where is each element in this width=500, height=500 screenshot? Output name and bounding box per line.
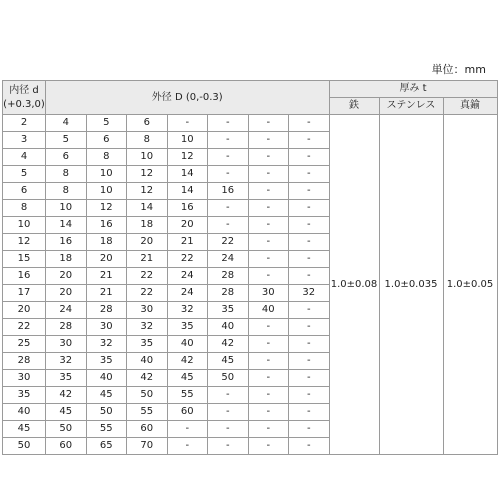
outer-diameter-cell: 21 xyxy=(86,285,127,302)
outer-diameter-cell: 20 xyxy=(46,285,87,302)
outer-diameter-cell: 6 xyxy=(127,115,168,132)
outer-diameter-cell: 35 xyxy=(127,336,168,353)
outer-diameter-cell: - xyxy=(208,132,249,149)
outer-diameter-cell: 50 xyxy=(127,387,168,404)
inner-diameter-cell: 12 xyxy=(3,234,46,251)
outer-diameter-cell: 70 xyxy=(127,438,168,455)
inner-diameter-cell: 17 xyxy=(3,285,46,302)
outer-diameter-cell: - xyxy=(208,115,249,132)
unit-label: 単位：mm xyxy=(431,63,486,76)
stainless-thickness-cell: 1.0±0.035 xyxy=(379,115,443,455)
outer-diameter-cell: - xyxy=(208,200,249,217)
outer-diameter-cell: 12 xyxy=(86,200,127,217)
outer-diameter-cell: 5 xyxy=(86,115,127,132)
outer-diameter-cell: 10 xyxy=(46,200,87,217)
outer-diameter-cell: 8 xyxy=(127,132,168,149)
outer-diameter-cell: 24 xyxy=(167,268,208,285)
outer-diameter-cell: 22 xyxy=(208,234,249,251)
outer-diameter-cell: - xyxy=(289,370,330,387)
outer-diameter-cell: 65 xyxy=(86,438,127,455)
outer-diameter-cell: 50 xyxy=(46,421,87,438)
outer-diameter-cell: 55 xyxy=(167,387,208,404)
outer-diameter-cell: - xyxy=(208,217,249,234)
outer-diameter-cell: - xyxy=(289,268,330,285)
outer-diameter-cell: - xyxy=(167,115,208,132)
outer-diameter-cell: - xyxy=(248,166,289,183)
outer-diameter-cell: - xyxy=(289,183,330,200)
outer-diameter-cell: 60 xyxy=(46,438,87,455)
outer-diameter-cell: 35 xyxy=(167,319,208,336)
outer-diameter-cell: 45 xyxy=(46,404,87,421)
inner-diameter-tolerance: (+0.3,0) xyxy=(3,98,45,110)
outer-diameter-cell: 60 xyxy=(127,421,168,438)
outer-diameter-cell: 10 xyxy=(86,183,127,200)
outer-diameter-cell: - xyxy=(248,370,289,387)
outer-diameter-cell: 18 xyxy=(86,234,127,251)
stainless-header: ステンレス xyxy=(379,98,443,115)
outer-diameter-cell: 24 xyxy=(167,285,208,302)
outer-diameter-cell: - xyxy=(289,336,330,353)
outer-diameter-cell: 32 xyxy=(127,319,168,336)
outer-diameter-cell: 42 xyxy=(167,353,208,370)
outer-diameter-cell: 8 xyxy=(46,166,87,183)
outer-diameter-cell: - xyxy=(289,132,330,149)
outer-diameter-cell: 30 xyxy=(86,319,127,336)
outer-diameter-cell: 60 xyxy=(167,404,208,421)
outer-diameter-cell: - xyxy=(208,421,249,438)
outer-diameter-cell: - xyxy=(208,404,249,421)
outer-diameter-cell: 42 xyxy=(127,370,168,387)
table-row xyxy=(3,115,498,132)
outer-diameter-cell: 6 xyxy=(46,149,87,166)
outer-diameter-cell: 28 xyxy=(46,319,87,336)
outer-diameter-cell: - xyxy=(248,234,289,251)
inner-diameter-cell: 5 xyxy=(3,166,46,183)
outer-diameter-cell: 14 xyxy=(167,166,208,183)
outer-diameter-cell: 45 xyxy=(208,353,249,370)
outer-diameter-cell: 28 xyxy=(208,268,249,285)
outer-diameter-cell: 40 xyxy=(208,319,249,336)
outer-diameter-cell: 32 xyxy=(167,302,208,319)
outer-diameter-cell: - xyxy=(248,149,289,166)
outer-diameter-cell: - xyxy=(289,234,330,251)
outer-diameter-cell: 12 xyxy=(127,183,168,200)
outer-diameter-cell: - xyxy=(208,438,249,455)
brass-header: 真鍮 xyxy=(443,98,497,115)
outer-diameter-cell: 55 xyxy=(127,404,168,421)
outer-diameter-cell: 10 xyxy=(86,166,127,183)
outer-diameter-cell: 40 xyxy=(248,302,289,319)
outer-diameter-cell: 8 xyxy=(46,183,87,200)
outer-diameter-cell: 40 xyxy=(127,353,168,370)
outer-diameter-cell: 14 xyxy=(127,200,168,217)
outer-diameter-cell: 16 xyxy=(46,234,87,251)
outer-diameter-cell: 32 xyxy=(86,336,127,353)
outer-diameter-cell: 42 xyxy=(208,336,249,353)
outer-diameter-cell: - xyxy=(289,166,330,183)
outer-diameter-cell: - xyxy=(167,421,208,438)
outer-diameter-cell: - xyxy=(248,319,289,336)
inner-diameter-cell: 6 xyxy=(3,183,46,200)
outer-diameter-cell: 16 xyxy=(86,217,127,234)
outer-diameter-cell: 30 xyxy=(127,302,168,319)
outer-diameter-cell: 20 xyxy=(46,268,87,285)
inner-diameter-cell: 28 xyxy=(3,353,46,370)
inner-diameter-cell: 40 xyxy=(3,404,46,421)
outer-diameter-cell: 28 xyxy=(208,285,249,302)
outer-diameter-cell: - xyxy=(248,217,289,234)
brass-thickness-cell: 1.0±0.05 xyxy=(443,115,497,455)
inner-diameter-cell: 20 xyxy=(3,302,46,319)
inner-diameter-label: 内径 d xyxy=(9,84,39,96)
outer-diameter-cell: 50 xyxy=(208,370,249,387)
inner-diameter-cell: 16 xyxy=(3,268,46,285)
outer-diameter-cell: 21 xyxy=(167,234,208,251)
outer-diameter-cell: - xyxy=(289,302,330,319)
outer-diameter-cell: 6 xyxy=(86,132,127,149)
outer-diameter-cell: - xyxy=(289,200,330,217)
outer-diameter-cell: - xyxy=(289,404,330,421)
outer-diameter-cell: 35 xyxy=(46,370,87,387)
outer-diameter-cell: 35 xyxy=(208,302,249,319)
inner-diameter-cell: 45 xyxy=(3,421,46,438)
inner-diameter-cell: 35 xyxy=(3,387,46,404)
outer-diameter-cell: - xyxy=(289,251,330,268)
outer-diameter-cell: - xyxy=(289,421,330,438)
outer-diameter-cell: 22 xyxy=(127,268,168,285)
outer-diameter-cell: 14 xyxy=(167,183,208,200)
outer-diameter-cell: 8 xyxy=(86,149,127,166)
inner-diameter-cell: 30 xyxy=(3,370,46,387)
outer-diameter-cell: - xyxy=(248,268,289,285)
outer-diameter-cell: - xyxy=(248,353,289,370)
outer-diameter-cell: 35 xyxy=(86,353,127,370)
outer-diameter-cell: - xyxy=(208,166,249,183)
outer-diameter-cell: - xyxy=(248,183,289,200)
thickness-header: 厚み t xyxy=(329,81,497,98)
outer-diameter-cell: 50 xyxy=(86,404,127,421)
outer-diameter-cell: 18 xyxy=(127,217,168,234)
inner-diameter-cell: 10 xyxy=(3,217,46,234)
iron-thickness-cell: 1.0±0.08 xyxy=(329,115,379,455)
inner-diameter-cell: 3 xyxy=(3,132,46,149)
outer-diameter-cell: - xyxy=(289,387,330,404)
outer-diameter-cell: 32 xyxy=(289,285,330,302)
outer-diameter-cell: - xyxy=(248,387,289,404)
outer-diameter-cell: - xyxy=(289,115,330,132)
outer-diameter-cell: 10 xyxy=(127,149,168,166)
outer-diameter-cell: 18 xyxy=(46,251,87,268)
outer-diameter-cell: - xyxy=(289,353,330,370)
outer-diameter-cell: - xyxy=(208,387,249,404)
outer-diameter-cell: - xyxy=(248,251,289,268)
outer-diameter-cell: - xyxy=(248,438,289,455)
outer-diameter-cell: - xyxy=(248,115,289,132)
outer-diameter-cell: 5 xyxy=(46,132,87,149)
outer-diameter-cell: - xyxy=(248,421,289,438)
outer-diameter-cell: 40 xyxy=(86,370,127,387)
inner-diameter-cell: 2 xyxy=(3,115,46,132)
outer-diameter-cell: 20 xyxy=(127,234,168,251)
inner-diameter-cell: 25 xyxy=(3,336,46,353)
outer-diameter-cell: 16 xyxy=(208,183,249,200)
header-row-1 xyxy=(3,81,498,98)
inner-diameter-cell: 22 xyxy=(3,319,46,336)
outer-diameter-cell: 28 xyxy=(86,302,127,319)
outer-diameter-cell: 14 xyxy=(46,217,87,234)
outer-diameter-cell: 21 xyxy=(127,251,168,268)
outer-diameter-cell: 22 xyxy=(167,251,208,268)
outer-diameter-cell: 45 xyxy=(167,370,208,387)
outer-diameter-cell: 20 xyxy=(86,251,127,268)
outer-diameter-cell: 10 xyxy=(167,132,208,149)
inner-diameter-cell: 15 xyxy=(3,251,46,268)
outer-diameter-cell: - xyxy=(248,200,289,217)
outer-diameter-cell: 24 xyxy=(208,251,249,268)
washer-size-table xyxy=(2,80,498,455)
outer-diameter-cell: 45 xyxy=(86,387,127,404)
outer-diameter-cell: - xyxy=(289,149,330,166)
outer-diameter-cell: 32 xyxy=(46,353,87,370)
outer-diameter-cell: - xyxy=(248,404,289,421)
outer-diameter-cell: 4 xyxy=(46,115,87,132)
outer-diameter-cell: 40 xyxy=(167,336,208,353)
outer-diameter-cell: - xyxy=(289,438,330,455)
inner-diameter-header xyxy=(3,81,46,115)
inner-diameter-cell: 4 xyxy=(3,149,46,166)
outer-diameter-cell: - xyxy=(208,149,249,166)
outer-diameter-header: 外径 D (0,-0.3) xyxy=(46,81,330,115)
outer-diameter-cell: 12 xyxy=(167,149,208,166)
outer-diameter-cell: 20 xyxy=(167,217,208,234)
outer-diameter-cell: 55 xyxy=(86,421,127,438)
outer-diameter-cell: 30 xyxy=(46,336,87,353)
inner-diameter-cell: 8 xyxy=(3,200,46,217)
outer-diameter-cell: 22 xyxy=(127,285,168,302)
outer-diameter-cell: 12 xyxy=(127,166,168,183)
outer-diameter-cell: 30 xyxy=(248,285,289,302)
outer-diameter-cell: - xyxy=(167,438,208,455)
inner-diameter-cell: 50 xyxy=(3,438,46,455)
outer-diameter-cell: 24 xyxy=(46,302,87,319)
outer-diameter-cell: 21 xyxy=(86,268,127,285)
outer-diameter-cell: - xyxy=(289,217,330,234)
outer-diameter-cell: - xyxy=(289,319,330,336)
iron-header: 鉄 xyxy=(329,98,379,115)
outer-diameter-cell: - xyxy=(248,132,289,149)
outer-diameter-cell: - xyxy=(248,336,289,353)
outer-diameter-cell: 16 xyxy=(167,200,208,217)
outer-diameter-cell: 42 xyxy=(46,387,87,404)
